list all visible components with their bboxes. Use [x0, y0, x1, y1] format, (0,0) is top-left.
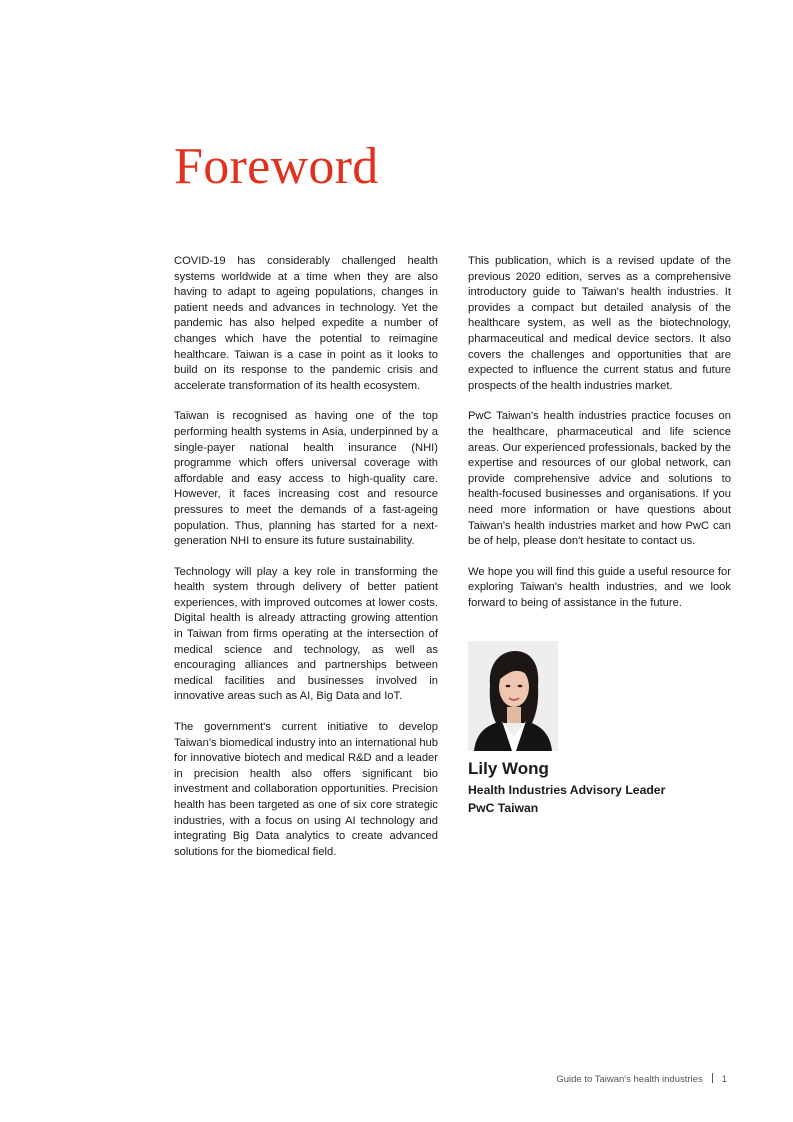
right-column	[468, 254, 731, 626]
paragraph: We hope you will find this guide a useful resource for exploring Taiwan's health industries, and we look forward to being of assistance in the future.	[468, 565, 731, 609]
paragraph: PwC Taiwan's health industries practice focuses on the healthcare, pharmaceutical and life science areas. Our experienced professionals, backed by the expertise and resources of our global network, can provide comprehensive advice and solutions to health-focused businesses and organisations. If you need more information or have questions about Taiwan's health industries market and how PwC can be of help, please don't hesitate to contact us.	[468, 410, 731, 548]
page-footer	[556, 1073, 727, 1087]
paragraph: The government's current initiative to develop Taiwan's biomedical industry into an international hub for innovative biotech and medical R&D and a leader in precision health also offers significant bio investment and collaboration opportunities. Precision health has been targeted as one of six core strategic industries, with a focus on using AI technology and integrating Big Data analytics to create advanced solutions for the biomedical field.	[174, 721, 438, 858]
page-number: 1	[721, 1074, 727, 1085]
footer-publication-title: Guide to Taiwan's health industries	[556, 1074, 703, 1085]
paragraph: Taiwan is recognised as having one of the top performing health systems in Asia, underpinned by a single-payer national health insurance (NHI) programme which offers universal coverage with affordable and easy access to high-quality care. However, it faces increasing cost and resource pressures to meet the demands of a fast-ageing population. Thus, planning has started for a next-generation NHI to ensure its future sustainability.	[174, 410, 438, 548]
author-role: Health Industries Advisory Leader	[468, 783, 666, 797]
author-name: Lily Wong	[468, 759, 549, 778]
portrait-illustration	[468, 641, 558, 751]
paragraph: COVID-19 has considerably challenged health systems worldwide at a time when they are also having to adapt to ageing populations, changes in patient needs and advances in technology. Yet the pandemic has also helped expedite a number of changes which have the potential to reimagine healthcare. Taiwan is a case in point as it looks to build on its response to the pandemic crisis and accelerate transformation of its health ecosystem.	[174, 255, 438, 392]
left-column	[174, 254, 438, 875]
author-organisation: PwC Taiwan	[468, 801, 539, 815]
page-title: Foreword	[174, 138, 379, 195]
paragraph: This publication, which is a revised update of the previous 2020 edition, serves as a comprehensive introductory guide to Taiwan's health industries. It provides a compact but detailed analysis of the healthcare system, as well as the biotechnology, pharmaceutical and medical device sectors. It also covers the challenges and opportunities that are expected to influence the current status and future prospects of the health industries market.	[468, 255, 731, 392]
footer-divider	[712, 1073, 713, 1083]
author-portrait	[468, 641, 558, 751]
paragraph: Technology will play a key role in transforming the health system through delivery of better patient experiences, with improved outcomes at lower costs. Digital health is already attracting growing attention in Taiwan from firms operating at the intersection of medical science and technology, as well as encouraging alliances and partnerships between medical facilities and businesses involved in innovative areas such as AI, Big Data and IoT.	[174, 565, 438, 703]
